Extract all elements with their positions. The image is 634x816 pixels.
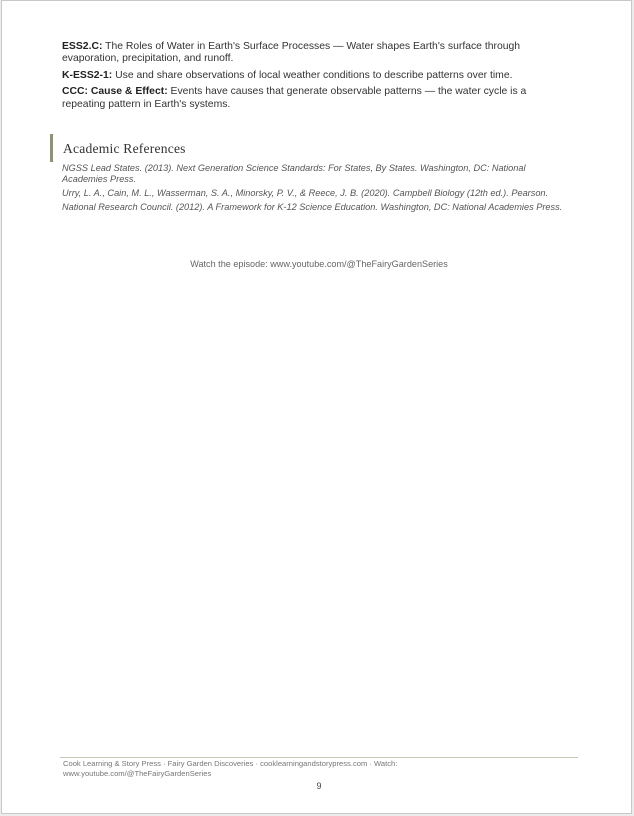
- standard-text: The Roles of Water in Earth's Surface Processes — Water shapes Earth's surface through evaporation, precipitation, and runoff.: [62, 41, 521, 65]
- references-heading-block: [50, 134, 186, 162]
- watch-episode-link[interactable]: Watch the episode: www.youtube.com/@TheFairyGardenSeries: [190, 259, 448, 269]
- document-page: [1, 0, 632, 814]
- reference-item: NGSS Lead States. (2013). Next Generation Science Standards: For States, By States. Washington, DC: National Academies Press.: [62, 163, 526, 184]
- standard-item: [62, 41, 562, 66]
- standards-list: [62, 41, 562, 115]
- standard-code: CCC: Cause & Effect:: [62, 86, 168, 98]
- standard-item: [62, 86, 562, 111]
- reference-item: National Research Council. (2012). A Framework for K-12 Science Education. Washington, DC: National Academies Press.: [62, 201, 563, 212]
- standard-text: Use and share observations of local weather conditions to describe patterns over time.: [112, 69, 513, 81]
- standard-item: [62, 70, 562, 82]
- standard-code: K-ESS2-1:: [62, 69, 113, 81]
- footer-divider: [60, 757, 578, 758]
- standard-text: Events have causes that generate observable patterns — the water cycle is a repeating pattern in Earth's systems.: [62, 86, 527, 110]
- standard-code: ESS2.C:: [62, 41, 103, 52]
- reference-item: Urry, L. A., Cain, M. L., Wasserman, S. A., Minorsky, P. V., & Reece, J. B. (2020). Campbell Biology (12th ed.). Pearson.: [62, 187, 549, 198]
- footer-text: Cook Learning & Story Press · Fairy Garden Discoveries · cooklearningandstorypress.com · Watch: www.youtube.com/@TheFairyGardenSeries: [63, 759, 398, 778]
- references-list: [62, 163, 567, 216]
- references-heading: Academic References: [63, 141, 186, 156]
- page-number: 9: [316, 781, 322, 791]
